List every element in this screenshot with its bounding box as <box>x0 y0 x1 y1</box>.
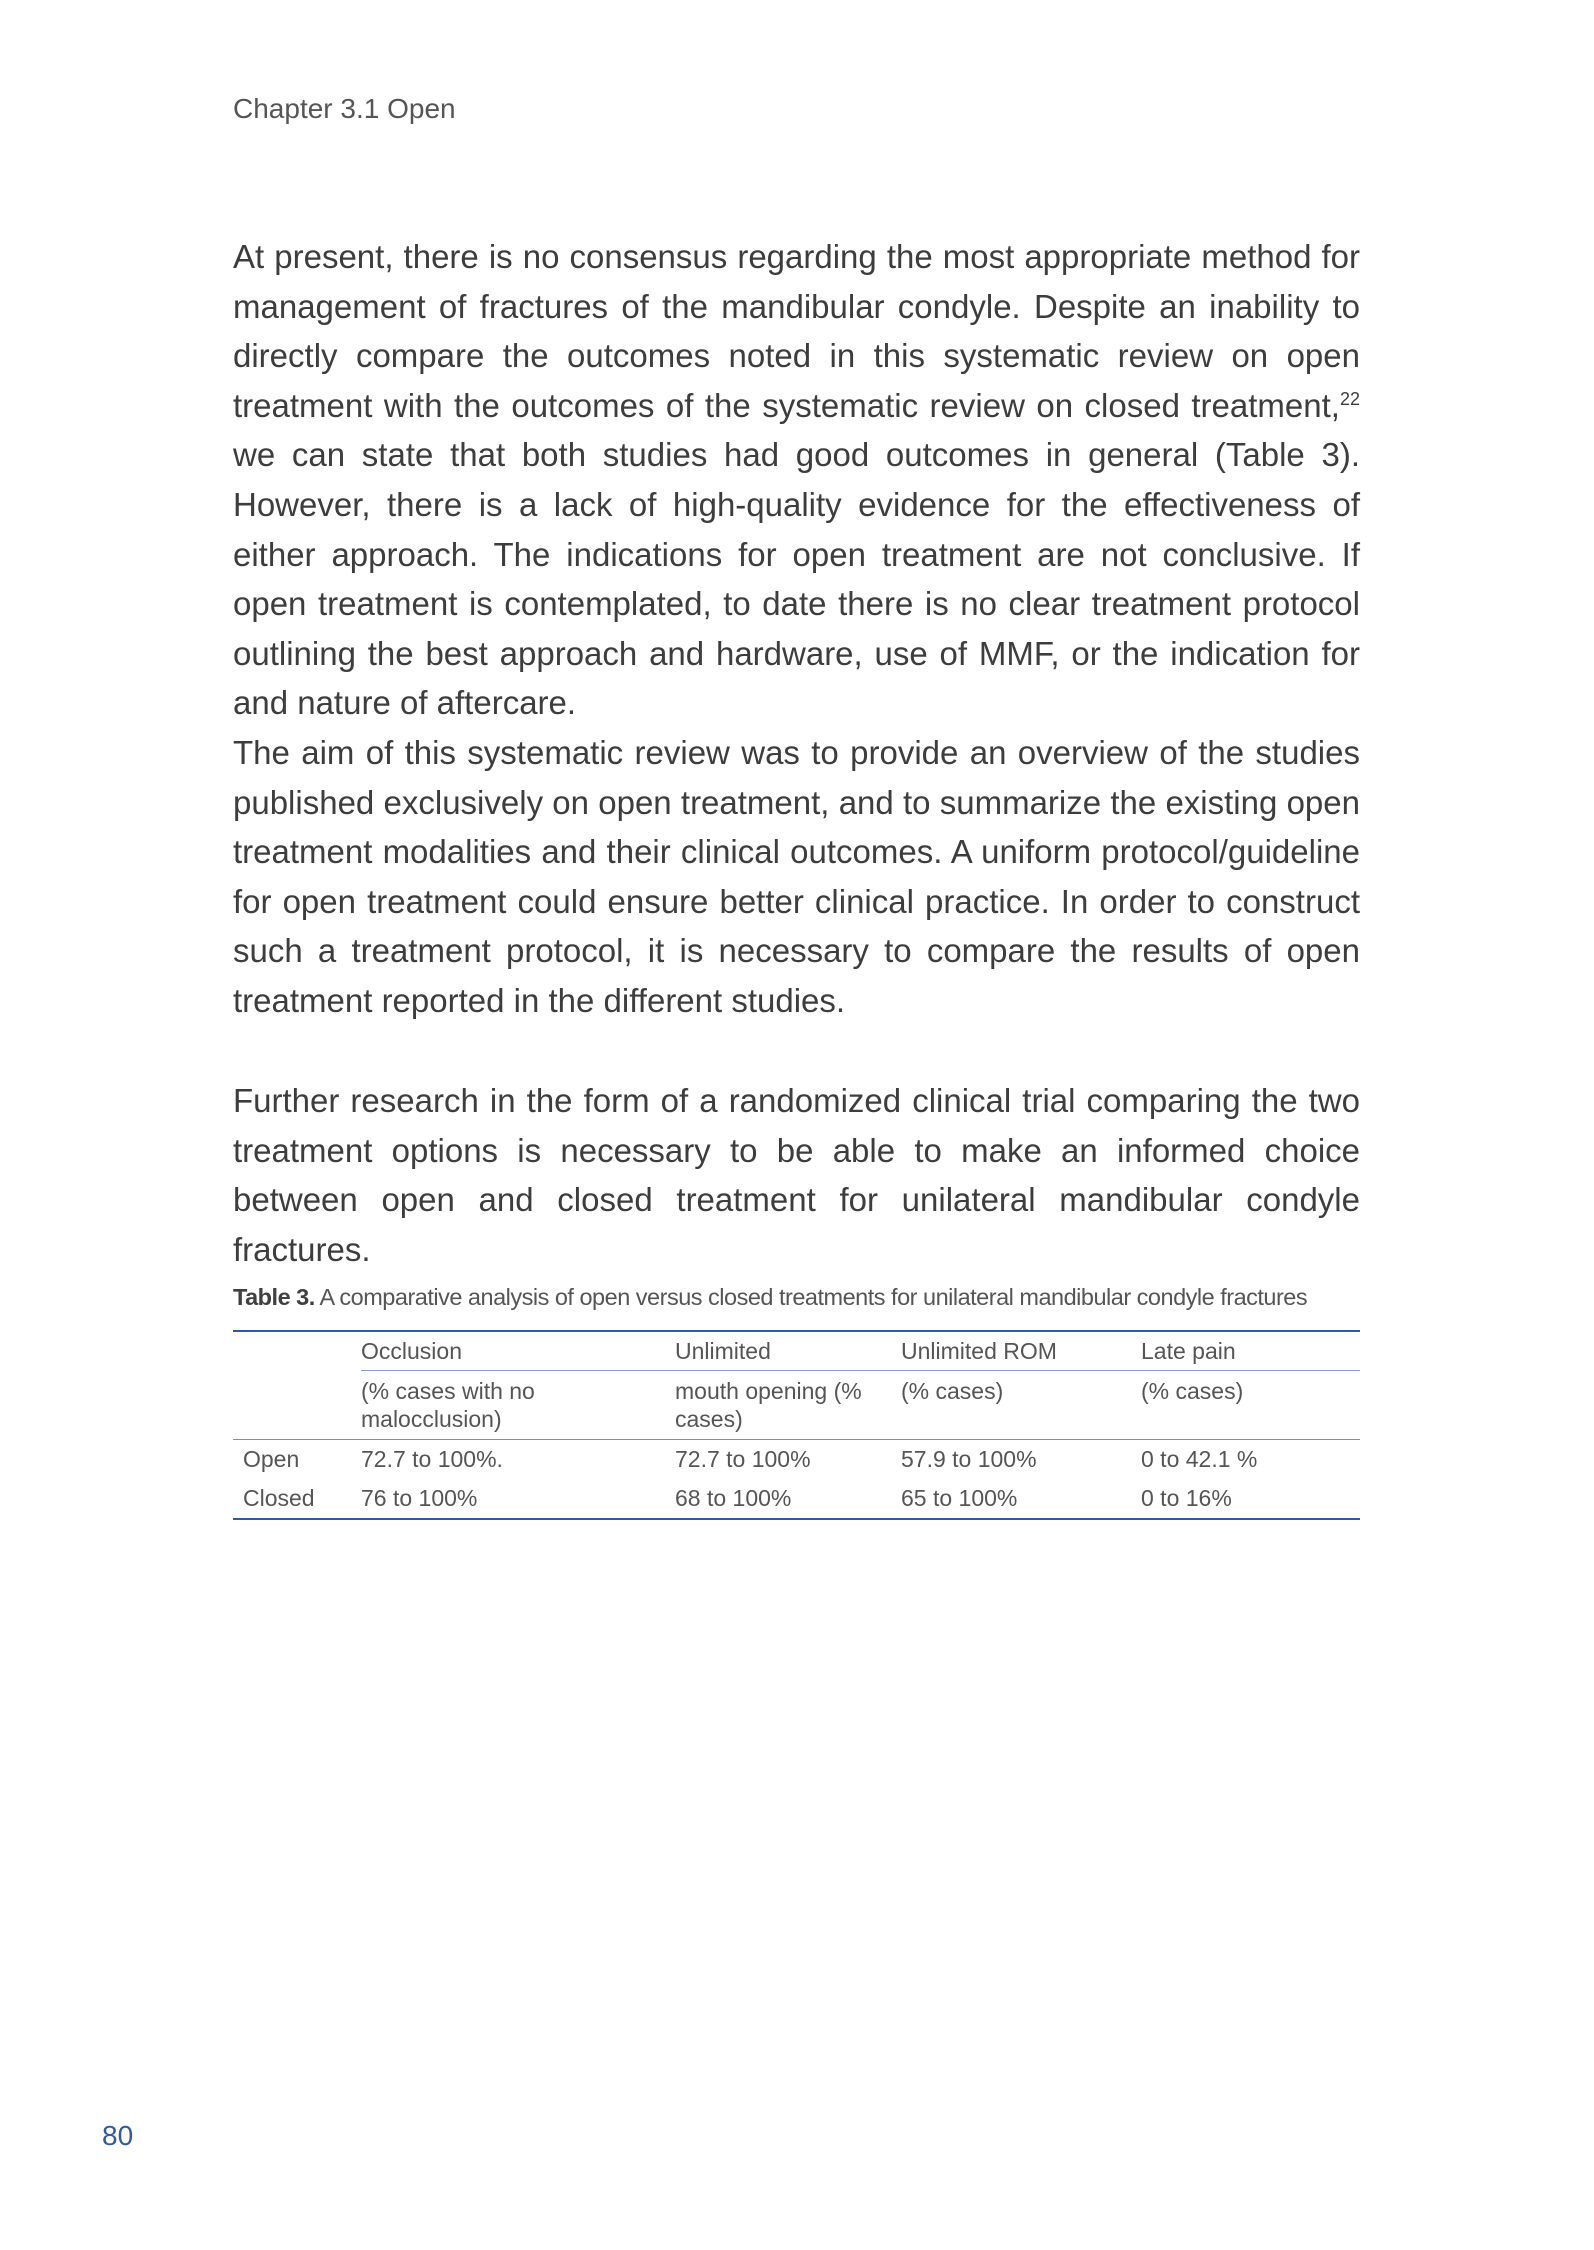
table-cell: 0 to 42.1 % <box>1141 1446 1258 1472</box>
page-number: 80 <box>102 2120 134 2151</box>
table-row <box>233 1479 1360 1519</box>
table-caption-label: Table 3. <box>233 1284 315 1310</box>
reference-superscript: 22 <box>1339 388 1360 409</box>
table-corner-cell <box>233 1331 361 1371</box>
table-caption-text: A comparative analysis of open versus closed treatments for unilateral mandibular condyle fractures <box>314 1284 1308 1310</box>
table-subheader-cell: (% cases) <box>1141 1371 1360 1440</box>
paragraph-text: At present, there is no consensus regarding the most appropriate method for management of fractures of the mandibular condyle. Despite an inability to directly compare the outcomes noted in this systematic review on open treatment with the outcomes of the systematic review on closed treatment, <box>233 238 1360 424</box>
table-cell: 72.7 to 100% <box>675 1446 811 1472</box>
table-row <box>233 1440 1360 1480</box>
table-cell: 72.7 to 100%. <box>361 1446 503 1472</box>
subheader-text: mouth opening (% cases) <box>675 1378 862 1432</box>
paragraph-aim: The aim of this systematic review was to provide an overview of the studies published exclusively on open treatment, and to summarize the existing open treatment modalities and their clinical outcomes. A uniform protocol/guideline for open treatment could ensure better clinical practice. In order to construct such a treatment protocol, it is necessary to compare the results of open treatment reported in the different studies. <box>233 734 1360 1019</box>
table-subheader-cell <box>361 1371 675 1440</box>
table-header-cell: Occlusion <box>361 1331 675 1371</box>
table-subheader-cell: (% cases) <box>901 1371 1141 1440</box>
table-header-cell: Unlimited ROM <box>901 1331 1141 1371</box>
table-subheader-cell <box>675 1371 901 1440</box>
table-header-row <box>233 1331 1360 1371</box>
paragraph-text: we can state that both studies had good outcomes in general (Table 3). However, there is a lack of high-quality evidence for the effectiveness of either approach. The indications for open treatment are not conclusive. If open treatment is contemplated, to date there is no clear treatment protocol outlining the best approach and hardware, use of MMF, or the indication for and nature of aftercare. <box>233 436 1360 722</box>
subheader-text: (% cases with no malocclusion) <box>361 1378 535 1432</box>
comparison-table <box>233 1330 1360 1520</box>
table-subheader-row <box>233 1371 1360 1440</box>
table-cell: 0 to 16% <box>1141 1485 1232 1511</box>
running-head: Chapter 3.1 Open <box>233 93 456 124</box>
table-corner-cell <box>233 1371 361 1440</box>
paragraph-further-research: Further research in the form of a randomized clinical trial comparing the two treatment options is necessary to be able to make an informed choice between open and closed treatment for unilateral mandibular condyle fractures. <box>233 1082 1360 1268</box>
table-caption <box>233 1284 1360 1311</box>
table-cell: 65 to 100% <box>901 1485 1018 1511</box>
table-cell: 68 to 100% <box>675 1485 792 1511</box>
row-label: Closed <box>243 1485 315 1511</box>
table-cell: 76 to 100% <box>361 1485 478 1511</box>
table-header-cell: Late pain <box>1141 1331 1360 1371</box>
row-label: Open <box>243 1446 300 1472</box>
table-cell: 57.9 to 100% <box>901 1446 1037 1472</box>
table-header-cell: Unlimited <box>675 1331 901 1371</box>
paragraph-consensus <box>233 232 1360 728</box>
